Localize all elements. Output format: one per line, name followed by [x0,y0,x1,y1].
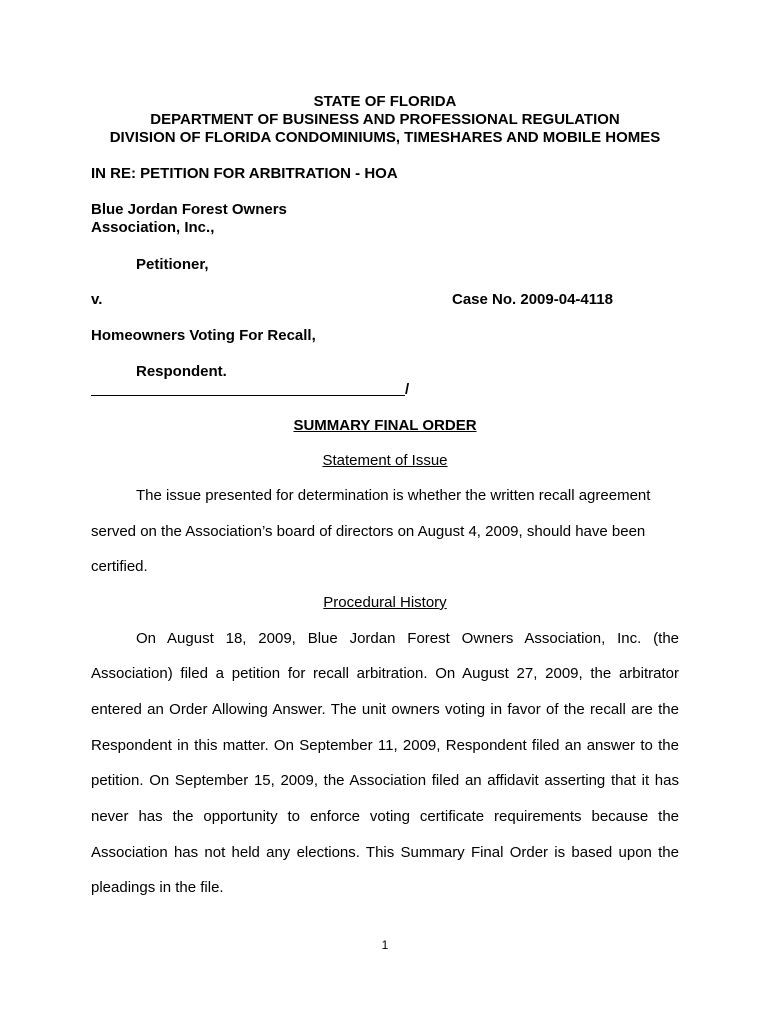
caption-slash: / [405,381,410,398]
header-department: DEPARTMENT OF BUSINESS AND PROFESSIONAL REGULATION [150,111,620,128]
paragraph-line: served on the Association’s board of directors on August 4, 2009, should have been [91,523,646,540]
respondent-name: Homeowners Voting For Recall, [91,327,316,344]
paragraph-line: Association has not held any elections. This Summary Final Order is based upon the [91,844,679,861]
case-number: Case No. 2009-04-4118 [452,291,613,308]
petitioner-label: Petitioner, [136,256,209,273]
paragraph-line: Respondent in this matter. On September 11, 2009, Respondent filed an answer to the [91,737,679,754]
petitioner-name-line-1: Blue Jordan Forest Owners [91,201,287,218]
section-heading-statement-of-issue: Statement of Issue [322,452,448,469]
caption-rule [91,381,405,396]
paragraph-line: petition. On September 15, 2009, the Association filed an affidavit asserting that it has [91,772,679,789]
paragraph-line: On August 18, 2009, Blue Jordan Forest Owners Association, Inc. (the [136,630,679,647]
respondent-label: Respondent. [136,363,227,380]
header-state: STATE OF FLORIDA [313,93,457,110]
page-number: 1 [381,938,389,952]
versus: v. [91,291,103,308]
order-title: SUMMARY FINAL ORDER [293,417,477,434]
header-division: DIVISION OF FLORIDA CONDOMINIUMS, TIMESHARES AND MOBILE HOMES [109,129,661,146]
section-heading-procedural-history: Procedural History [323,594,447,611]
paragraph-line: The issue presented for determination is whether the written recall agreement [136,487,651,504]
paragraph-line: Association) filed a petition for recall arbitration. On August 27, 2009, the arbitrator [91,665,679,682]
paragraph-line: entered an Order Allowing Answer. The unit owners voting in favor of the recall are the [91,701,679,718]
paragraph-line: certified. [91,558,148,575]
paragraph-line: pleadings in the file. [91,879,224,896]
paragraph-line: never has the opportunity to enforce voting certificate requirements because the [91,808,679,825]
in-re-line: IN RE: PETITION FOR ARBITRATION - HOA [91,165,398,182]
petitioner-name-line-2: Association, Inc., [91,219,215,236]
